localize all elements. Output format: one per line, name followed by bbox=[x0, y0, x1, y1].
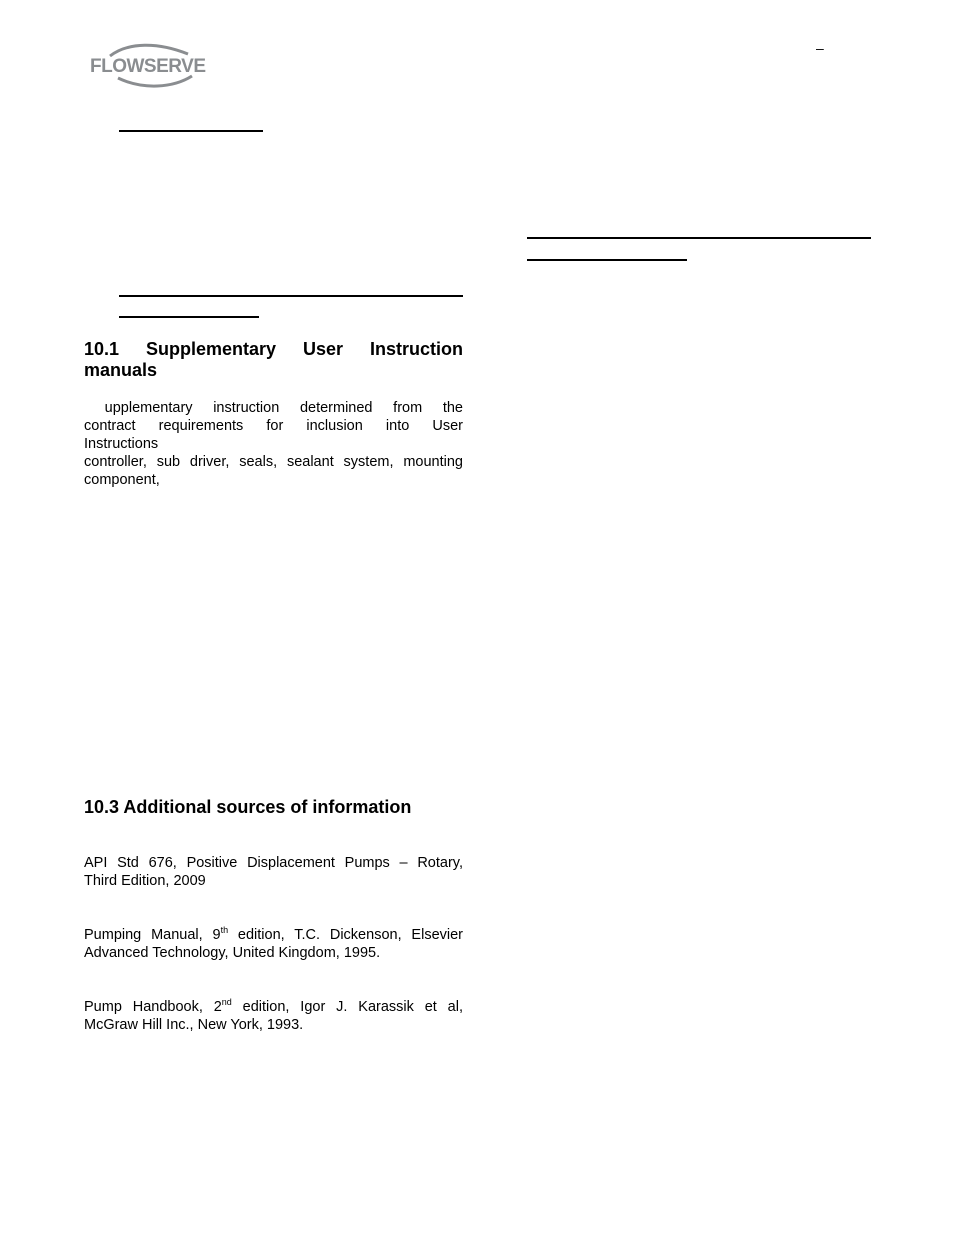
reference-line: API Std 676, Positive Displacement Pumps – Rotary, bbox=[84, 855, 463, 871]
heading-line: manuals bbox=[84, 360, 158, 380]
section-heading: 10.3 Additional sources of information bbox=[84, 797, 412, 817]
heading-line: 10.1 Supplementary User Instruction bbox=[84, 339, 463, 359]
rule bbox=[527, 237, 871, 239]
reference-line: McGraw Hill Inc., New York, 1993. bbox=[84, 1017, 304, 1033]
reference-line: Pumping Manual, 9th edition, T.C. Dickenson, Elsevier bbox=[84, 925, 464, 943]
rule bbox=[527, 259, 687, 261]
reference-item bbox=[84, 854, 463, 890]
body-line: contract requirements for inclusion into User bbox=[84, 418, 463, 434]
rule bbox=[119, 130, 263, 132]
body-line: Instructions bbox=[84, 436, 159, 452]
reference-item bbox=[84, 926, 463, 962]
body-line: controller, sub driver, seals, sealant system, mounting bbox=[84, 454, 463, 470]
reference-line: Pump Handbook, 2nd edition, Igor J. Karassik et al, bbox=[84, 997, 463, 1015]
reference-item bbox=[84, 998, 463, 1034]
body-line: component, bbox=[84, 472, 160, 488]
section-10-1 bbox=[84, 339, 463, 489]
section-body bbox=[84, 399, 463, 489]
rule bbox=[119, 316, 259, 318]
reference-line: Advanced Technology, United Kingdom, 1995. bbox=[84, 945, 381, 961]
reference-line: Third Edition, 2009 bbox=[84, 873, 206, 889]
section-10-3 bbox=[84, 797, 463, 818]
rule bbox=[119, 295, 463, 297]
body-line: upplementary instruction determined from the bbox=[84, 400, 463, 416]
section-heading bbox=[84, 339, 463, 381]
corner-mark: – bbox=[816, 40, 824, 56]
logo-wordmark: FLOWSERVE bbox=[90, 56, 206, 77]
flowserve-logo bbox=[88, 42, 208, 88]
